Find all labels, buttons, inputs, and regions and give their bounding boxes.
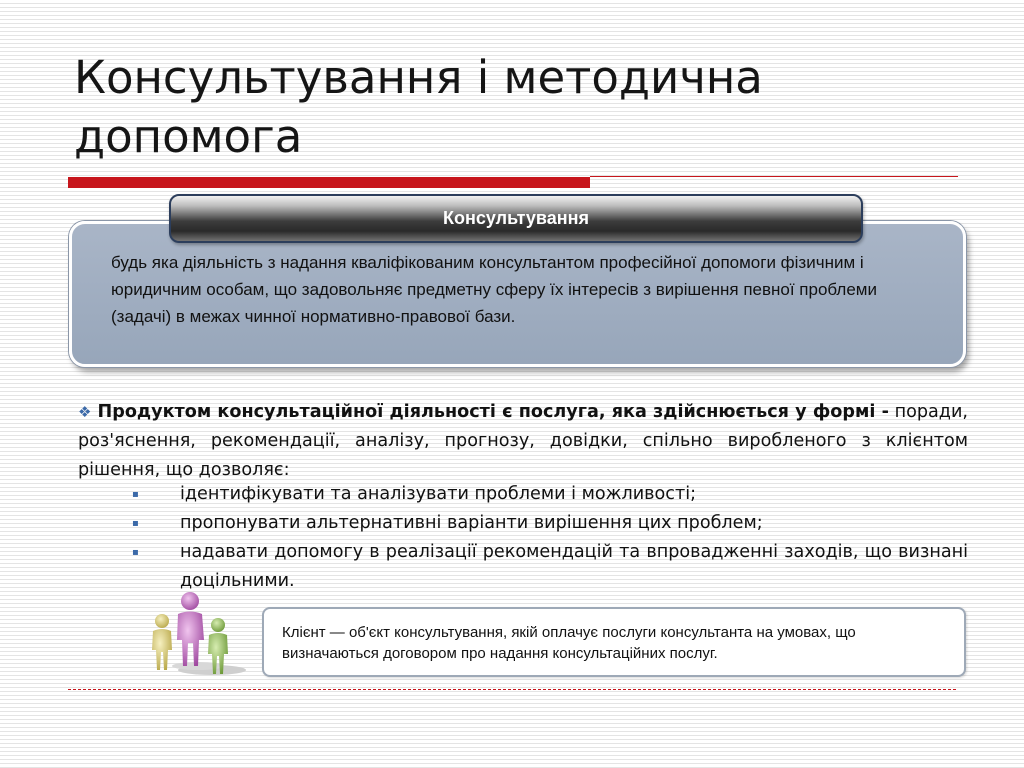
title-underline-thin: [590, 176, 958, 177]
client-definition-box: Клієнт — об'єкт консультування, якій оплачує послуги консультанта на умовах, що визначаються договором про надання консультаційних послуг.: [262, 607, 966, 677]
main-paragraph-text: поради, роз'яснення, рекомендації, аналізу, прогнозу, довідки, спільно виробленого з клієнтом рішення, що дозволяє:: [78, 402, 968, 480]
square-bullet-icon: ▪: [132, 489, 139, 500]
list-item: [132, 538, 968, 596]
main-paragraph: [78, 398, 968, 485]
sub-bullet-list: [132, 480, 968, 596]
definition-text: будь яка діяльність з надання кваліфікованим консультантом професійної допомоги фізичним і юридичним особам, що задовольняє предметну сферу їх інтересів з вирішення певної проблеми (задачі) в межах чинної нормативно-правової бази.: [111, 253, 877, 326]
definition-header: Консультування: [169, 194, 863, 243]
title-underline-red: [68, 177, 590, 188]
square-bullet-icon: ▪: [132, 518, 139, 529]
people-group-icon: [140, 584, 250, 680]
main-paragraph-bold: Продуктом консультаційної діяльності є послуга, яка здійснюється у формі -: [97, 402, 889, 422]
list-item: [132, 509, 968, 538]
diamond-bullet-icon: ❖: [78, 403, 92, 421]
list-item: [132, 480, 968, 509]
list-item-text: надавати допомогу в реалізації рекомендацій та впровадженні заходів, що визнані доцільними.: [180, 542, 968, 591]
list-item-text: ідентифікувати та аналізувати проблеми і можливості;: [180, 484, 697, 504]
square-bullet-icon: ▪: [132, 547, 139, 558]
bottom-divider: [68, 689, 956, 690]
list-item-text: пропонувати альтернативні варіанти вирішення цих проблем;: [180, 513, 763, 533]
slide-title: Консультування і методична допомога: [74, 51, 763, 163]
